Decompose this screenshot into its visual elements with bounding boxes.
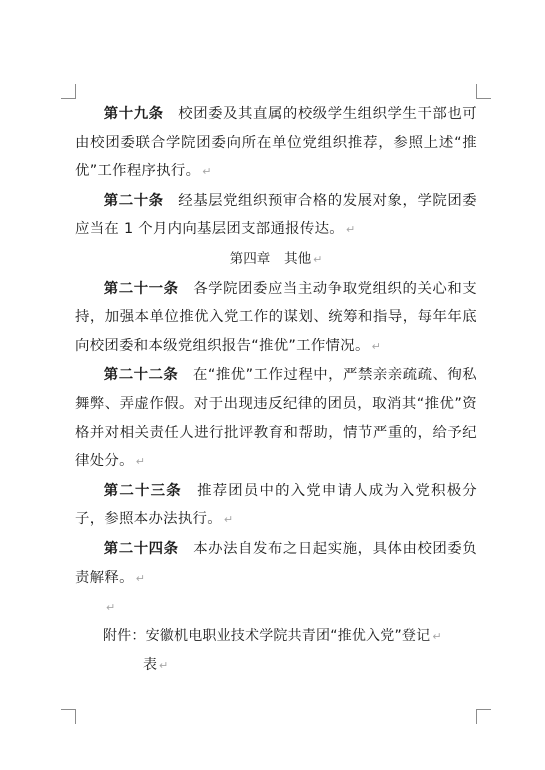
article-text: 经基层党组织预审合格的发展对象，学院团委应当在 1 个月内向基层团支部通报传达。 [75,192,477,238]
paragraph-mark-icon: ↵ [223,513,234,527]
crop-mark-bottom-right [476,709,491,724]
article-text: 本办法自发布之日起实施，具体由校团委负责解释。 [75,540,477,586]
article-21 [75,275,477,362]
article-22 [75,361,477,476]
paragraph-mark-icon: ↵ [432,629,442,643]
article-title: 第二十四条 [103,540,179,557]
document-body[interactable] [75,100,477,681]
article-19 [75,100,477,187]
article-title: 第十九条 [103,106,164,122]
article-24 [75,535,477,593]
article-text: 推荐团员中的入党申请人成为入党积极分子，参照本办法执行。 [75,482,477,528]
chapter-heading [75,245,477,275]
attachment-label: 附件： [103,627,146,644]
article-title: 第二十条 [103,192,164,209]
article-title: 第二十三条 [103,482,182,499]
paragraph-mark-icon: ↵ [135,571,146,585]
attachment-line [75,622,477,652]
article-text: 各学院团委应当主动争取党组织的关心和支持，加强本单位推优入党工作的谋划、统筹和指导，每年年底向校团委和本级党组织报告“推优”工作情况。 [75,280,477,354]
article-text: 校团委及其直属的校级学生组织学生干部也可由校团委联合学院团委向所在单位党组织推荐，参照上述“推优”工作程序执行。 [75,106,477,180]
paragraph-mark-icon: ↵ [313,252,323,266]
chapter-title: 第四章 其他 [229,250,312,267]
paragraph-mark-icon: ↵ [106,601,116,615]
article-text: 在“推优”工作过程中，严禁亲亲疏疏、徇私舞弊、弄虚作假。对于出现违反纪律的团员，取消其“推优”资格并对相关责任人进行批评教育和帮助，情节严重的，给予纪律处分。 [75,367,477,470]
attachment-text: 安徽机电职业技术学院共青团“推优入党”登记 [145,627,431,644]
crop-mark-bottom-left [61,709,76,724]
article-title: 第二十二条 [103,367,179,384]
article-title: 第二十一条 [103,280,179,297]
empty-paragraph [75,593,477,622]
article-20 [75,187,477,245]
paragraph-mark-icon: ↵ [202,165,212,179]
article-23 [75,477,477,535]
paragraph-mark-icon: ↵ [135,455,146,469]
crop-mark-top-left [61,84,76,99]
attachment-text-continued: 表 [143,657,157,674]
paragraph-mark-icon: ↵ [159,659,169,673]
paragraph-mark-icon: ↵ [371,339,382,353]
attachment-line-continued [75,651,477,681]
crop-mark-top-right [476,84,491,99]
paragraph-mark-icon: ↵ [345,223,356,237]
